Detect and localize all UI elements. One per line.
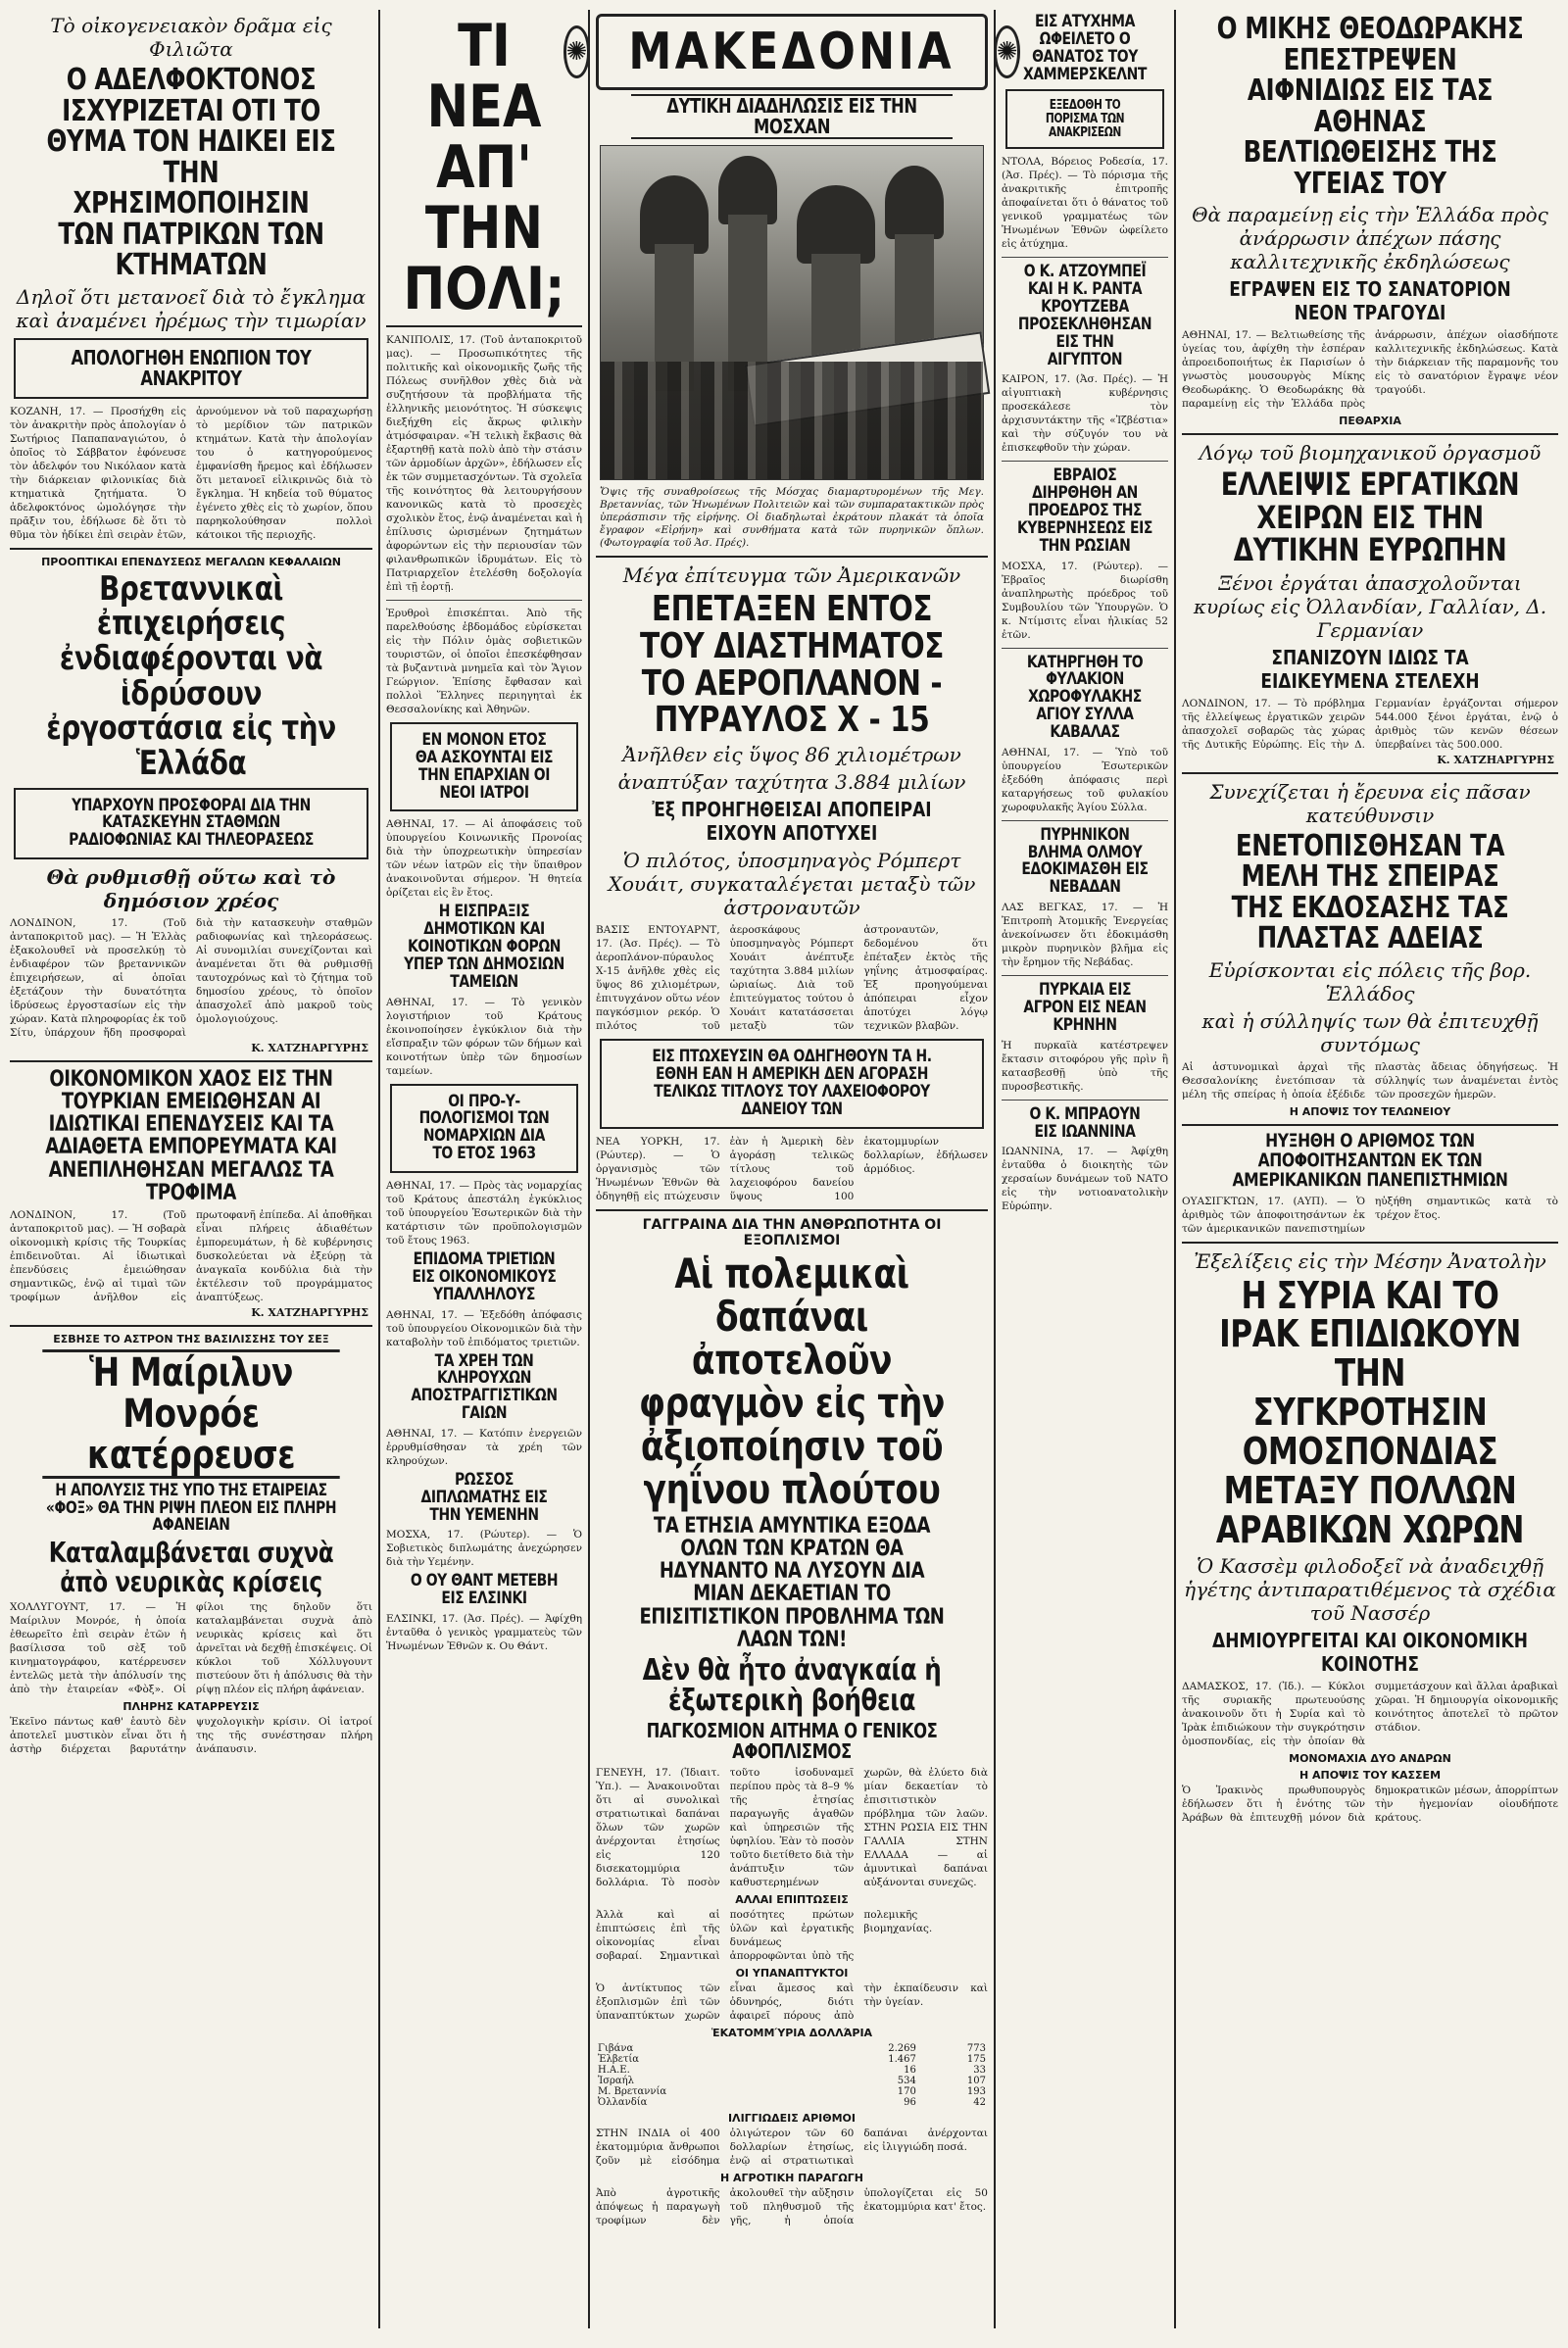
story-subheadline: Δὲν θὰ ἦτο ἀναγκαία ἡ ἐξωτερικὴ βοήθεια (642, 1652, 942, 1719)
byline: Κ. ΧΑΤΖΗΑΡΓΥΡΗΣ (1437, 753, 1554, 766)
story-body: ΟΥΑΣΙΓΚΤΩΝ, 17. (ΑΥΠ). — Ὁ ἀριθμὸς τῶν ἀποφοιτησάντων ἐκ τῶν ἀμερικανικῶν πανεπιστημίων ηὐξήθη σημαντικῶς κατὰ τὸ τρέχον ἔτος. (1182, 1195, 1558, 1235)
table-cell: 534 (897, 2075, 916, 2086)
brief-body: ΑΘΗΝΑΙ, 17. — Πρὸς τὰς νομαρχίας τοῦ Κράτους ἀπεστάλη ἐγκύκλιος τοῦ ὑπουργείου Ἐσωτερικῶν διὰ τὴν κατάρτισιν τῶν προϋπολογισμῶν τοῦ ἔτους 1963. (386, 1179, 582, 1247)
story-kicker: Τὸ οἰκογενειακὸν δρᾶμα εἰς Φιλιῶτα (50, 14, 332, 61)
story-box-title (600, 1039, 984, 1128)
story-subheadline: Δηλοῖ ὅτι μετανοεῖ διὰ τὸ ἔγκλημα καὶ ἀναμένει ἠρέμως τὴν τιμωρίαν (16, 284, 367, 332)
brief-headline: Ο ΟΥ ΘΑΝΤ ΜΕΤΕΒΗ ΕΙΣ ΕΛΣΙΝΚΙ (410, 1571, 559, 1609)
story-body: ΣΤΗΝ ΙΝΔΙΑ οἱ 400 ἑκατομμύρια ἄνθρωποι ζοῦν μὲ εἰσόδημα ὀλιγώτερον τῶν 60 δολλαρίων ἐτησίως, ἐνῷ αἱ στρατιωτικαὶ δαπάναι ἀνέρχονται εἰς ἰλιγγιώδη ποσά. (596, 2127, 988, 2167)
story-kicker: Λόγῳ τοῦ βιομηχανικοῦ ὀργασμοῦ (1199, 441, 1542, 465)
story-body: ΚΟΖΑΝΗ, 17. — Προσήχθη εἰς τὸν ἀνακριτὴν πρὸς ἀπολογίαν ὁ Σωτήριος Παπαπαναγιώτου, ὁ ὁποῖος τὸ Σάββατον ἐφόνευσε τὸν ἀδελφόν του Νικόλαον κατὰ τὴν διάρκειαν φιλονικίας διὰ κτηματικὰ ζητήματα. Ὁ ἀδελφοκτόνος ὡμολόγησε τὴν πρᾶξιν του, ἐδήλωσε δὲ ὅτι τὸ θῦμα τὸν ἠδίκει ἐπὶ σειρὰν ἐτῶν, ἀρνούμενον νὰ τοῦ παραχωρήσῃ τὸ μερίδιον τῶν πατρικῶν κτημάτων. Κατὰ τὴν ἀπολογίαν του ὁ κατηγορούμενος ἐμφανίσθη ἤρεμος καὶ ἐδήλωσεν ὅτι μετανοεῖ εἰλικρινῶς διὰ τὸ ἔγκλημα. Ἡ κηδεία τοῦ θύματος ἐγένετο χθὲς εἰς τὸ χωρίον, ὅπου παρηκολούθησαν πολλοὶ κάτοικοι τῆς περιοχῆς. (10, 405, 372, 541)
brief-body: Ἡ πυρκαϊὰ κατέστρεψεν ἔκτασιν σιτοφόρου γῆς πρὶν ἢ κατασβεσθῇ ὑπὸ τῆς πυροσβεστικῆς. (1002, 1039, 1168, 1093)
story-headline: Ο ΑΔΕΛΦΟΚΤΟΝΟΣ ΙΣΧΥΡΙΖΕΤΑΙ ΟΤΙ ΤΟ ΘΥΜΑ ΤΟΝ ΗΔΙΚΕΙ ΕΙΣ ΤΗΝ ΧΡΗΣΙΜΟΠΟΙΗΣΙΝ ΤΩΝ ΠΑΤΡΙΚΩΝ ΤΩΝ ΚΤΗΜΑΤΩΝ (46, 63, 336, 282)
section-subhead: ΜΟΝΟΜΑΧΙΑ ΔΥΟ ΑΝΔΡΩΝ (1289, 1751, 1451, 1765)
table-cell: 16 (904, 2064, 916, 2076)
data-table (596, 2043, 988, 2108)
brief-headline: Η ΕΙΣΠΡΑΞΙΣ ΔΗΜΟΤΙΚΩΝ ΚΑΙ ΚΟΙΝΟΤΙΚΩΝ ΦΟΡΩΝ ΥΠΕΡ ΤΩΝ ΔΗΜΟΣΙΩΝ ΤΑΜΕΙΩΝ (404, 902, 564, 992)
story-subheadline: Ξένοι ἐργάται ἀπασχολοῦνται κυρίως εἰς Ὀλλανδίαν, Γαλλίαν, Δ. Γερμανίαν (1193, 570, 1547, 642)
story-kicker: ΕΣΒΗΣΕ ΤΟ ΑΣΤΡΟΝ ΤΗΣ ΒΑΣΙΛΙΣΣΗΣ ΤΟΥ ΣΕΞ (53, 1332, 329, 1345)
story-subheadline: καὶ ἡ σύλληψίς των θὰ ἐπιτευχθῇ συντόμως (1201, 1008, 1539, 1056)
masthead (565, 14, 1018, 90)
story-body: Ὁ ἀντίκτυπος τῶν ἐξοπλισμῶν ἐπὶ τῶν ὑπαναπτύκτων χωρῶν εἶναι ἄμεσος καὶ ὀδυνηρός, διότι ἀφαιρεῖ πόρους ἀπὸ τὴν ἐκπαίδευσιν καὶ τὴν ὑγείαν. (596, 1981, 988, 2022)
news-photo (600, 145, 984, 480)
section-subhead: ΠΛΗΡΗΣ ΚΑΤΑΡΡΕΥΣΙΣ (122, 1700, 260, 1714)
brief-body: ΕΛΣΙΝΚΙ, 17. (Ἀσ. Πρές). — Ἀφίχθη ἐνταῦθα ὁ γενικὸς γραμματεὺς τῶν Ἡνωμένων Ἐθνῶν κ. Ου Θάντ. (386, 1613, 582, 1653)
story-body: ΛΟΝΔΙΝΟΝ, 17. (Τοῦ ἀνταποκριτοῦ μας). — Ἡ σοβαρὰ οἰκονομικὴ κρίσις τῆς Τουρκίας ἐπιδεινοῦται. Αἱ ἰδιωτικαὶ ἐπενδύσεις ἐμειώθησαν σημαντικῶς, ἐνῷ αἱ τιμαὶ τῶν τροφίμων ἀνῆλθον εἰς πρωτοφανῆ ἐπίπεδα. Αἱ ἀποθῆκαι εἶναι πλήρεις ἀδιαθέτων ἐμπορευμάτων, ἡ δὲ κυβέρνησις δυσκολεύεται νὰ ἐξεύρῃ τὰ ἀναγκαῖα κονδύλια διὰ τὴν ἐκτέλεσιν τοῦ προγράμματος ἀναπτύξεως. (10, 1208, 372, 1303)
table-cell: 2.269 (888, 2042, 916, 2054)
table-row (596, 2043, 988, 2054)
table-cell: 42 (973, 2096, 986, 2108)
story-headline: ΕΝΕΤΟΠΙΣΘΗΣΑΝ ΤΑ ΜΕΛΗ ΤΗΣ ΣΠΕΙΡΑΣ ΤΗΣ ΕΚΔΟΣΑΣΗΣ ΤΑΣ ΠΛΑΣΤΑΣ ΑΔΕΙΑΣ (1231, 828, 1509, 956)
section-subhead: ΠΕΘΑΡΧΙΑ (1339, 415, 1401, 427)
section-subhead: Η ΑΠΟΨΙΣ ΤΟΥ ΚΑΣΣΕΜ (1298, 1768, 1442, 1782)
story-subheadline: Ὁ Κασσὲμ φιλοδοξεῖ νὰ ἀναδειχθῇ ἡγέτης ἀντιπαρατιθέμενος τὰ σχέδια τοῦ Νασσέρ (1184, 1553, 1556, 1625)
story-headline: Ο ΜΙΚΗΣ ΘΕΟΔΩΡΑΚΗΣ ΕΠΕΣΤΡΕΨΕΝ ΑΙΦΝΙΔΙΩΣ ΕΙΣ ΤΑΣ ΑΘΗΝΑΣ ΒΕΛΤΙΩΘΕΙΣΗΣ ΤΗΣ ΥΓΕΙΑΣ ΤΟΥ (1216, 12, 1524, 201)
box-text: ΥΠΑΡΧΟΥΝ ΠΡΟΣΦΟΡΑΙ ΔΙΑ ΤΗΝ ΚΑΤΑΣΚΕΥΗΝ ΣΤΑΘΜΩΝ ΡΑΔΙΟΦΩΝΙΑΣ ΚΑΙ ΤΗΛΕΟΡΑΣΕΩΣ (69, 795, 314, 851)
story-kicker: Μέγα ἐπίτευγμα τῶν Ἀμερικανῶν (622, 563, 961, 587)
story-body: ΔΑΜΑΣΚΟΣ, 17. (Ἰδ.). — Κύκλοι τῆς συριακῆς πρωτευούσης ἀνακοινοῦν ὅτι ἡ Συρία καὶ τὸ Ἰρὰκ ἐπιδιώκουν τὴν συγκρότησιν ὁμοσπονδίας, εἰς τὴν ὁποίαν θὰ συμμετάσχουν καὶ ἄλλαι ἀραβικαὶ χῶραι. Ἡ δημιουργία οἰκονομικῆς κοινότητος ἀποτελεῖ τὸ πρῶτον στάδιον. (1182, 1680, 1558, 1747)
table-row (596, 2065, 988, 2076)
story-subheadline: ΔΗΜΙΟΥΡΓΕΙΤΑΙ ΚΑΙ ΟΙΚΟΝΟΜΙΚΗ ΚΟΙΝΟΤΗΣ (1212, 1628, 1528, 1676)
brief-headline: ΠΥΡΗΝΙΚΟΝ ΒΛΗΜΑ ΟΛΜΟΥ ΕΔΟΚΙΜΑΣΘΗ ΕΙΣ ΝΕΒΑΔΑΝ (1021, 824, 1149, 898)
table-cell: Ἐλβετία (598, 2053, 640, 2065)
story-body: ΚΑΝΙΠΟΛΙΣ, 17. (Τοῦ ἀνταποκριτοῦ μας). — Προσωπικότητες τῆς πολιτικῆς καὶ οἰκονομικῆς ζωῆς τῆς Πόλεως συνῆλθον χθὲς διὰ νὰ συζητήσουν τὰ προβλήματα τῆς ἑλληνικῆς μειονότητος. Ἡ σύσκεψις διεξήχθη εἰς ἄκρως φιλικὴν ἀτμόσφαιραν. «Ἡ τελικὴ ἔκβασις θὰ ἐξαρτηθῇ κατὰ πολὺ ἀπὸ τὴν στάσιν τῶν ἁρμοδίων ἀρχῶν», ἐδήλωσεν εἷς ἐκ τῶν συμμετασχόντων. Τὰ σχολεῖα τῆς κοινότητος θὰ λειτουργήσουν κανονικῶς κατὰ τὸ προσεχὲς σχολικὸν ἔτος, ἐνῷ ἀναμένεται καὶ ἡ ἐπίλυσις ὡρισμένων ζητημάτων ἀφορώντων εἰς τὴν περιουσίαν τῶν φιλανθρωπικῶν ἱδρυμάτων. Εἰς τὸ Πατριαρχεῖον ἐτελέσθη δοξολογία ἐπὶ τῇ ἑορτῇ. (386, 334, 582, 593)
brief-body: ΙΩΑΝΝΙΝΑ, 17. — Ἀφίχθη ἐνταῦθα ὁ διοικητὴς τῶν χερσαίων δυνάμεων τοῦ ΝΑΤΟ εἰς τὴν νοτιοανατολικὴν Εὐρώπην. (1002, 1146, 1168, 1213)
story-subheadline: ΤΑ ΕΤΗΣΙΑ ΑΜΥΝΤΙΚΑ ΕΞΟΔΑ ΟΛΩΝ ΤΩΝ ΚΡΑΤΩΝ ΘΑ ΗΔΥΝΑΝΤΟ ΝΑ ΛΥΣΟΥΝ ΔΙΑ ΜΙΑΝ ΔΕΚΑΕΤΙΑΝ ΤΟ ΕΠΙΣΙΤΙΣΤΙΚΟΝ ΠΡΟΒΛΗΜΑ ΤΩΝ ΛΑΩΝ ΤΩΝ! (639, 1514, 945, 1652)
brief-headline: ΕΝ ΜΟΝΟΝ ΕΤΟΣ ΘΑ ΑΣΚΟΥΝΤΑΙ ΕΙΣ ΤΗΝ ΕΠΑΡΧΙΑΝ ΟΙ ΝΕΟΙ ΙΑΤΡΟΙ (415, 730, 554, 803)
table-cell: 107 (966, 2075, 986, 2086)
sun-emblem-icon: ✺ (994, 25, 1021, 78)
story-headline: Ἡ Μαίριλυν Μονρόε κατέρρευσε (42, 1349, 339, 1479)
brief-headline: ΡΩΣΣΟΣ ΔΙΠΛΩΜΑΤΗΣ ΕΙΣ ΤΗΝ ΥΕΜΕΝΗΝ (420, 1469, 548, 1525)
story-subheadline: Θὰ παραμείνῃ εἰς τὴν Ἑλλάδα πρὸς ἀνάρρωσιν ἀπέχων πάσης καλλιτεχνικῆς ἐκδηλώσεως (1192, 203, 1548, 273)
brief-body: ΑΘΗΝΑΙ, 17. — Αἱ ἀποφάσεις τοῦ ὑπουργείου Κοινωνικῆς Προνοίας διὰ τὴν ὑποχρεωτικὴν ὑπηρεσίαν τῶν νέων ἰατρῶν εἰς τὴν ὕπαιθρον ἀνακοινοῦνται σήμερον. Ἡ θητεία ὁρίζεται εἰς ἓν ἔτος. (386, 818, 582, 900)
column-5 (1182, 10, 1558, 2328)
section-subhead: ΟΙ ΥΠΑΝΑΠΤΥΚΤΟΙ (735, 1966, 849, 1980)
story-body: ΝΕΑ ΥΟΡΚΗ, 17. (Ρώυτερ). — Ὁ ὀργανισμὸς τῶν Ἡνωμένων Ἐθνῶν θὰ ὁδηγηθῇ εἰς πτώχευσιν ἐὰν ἡ Ἀμερικὴ δὲν ἀγοράσῃ τελικῶς τίτλους τοῦ λαχειοφόρου δανείου ὕψους 100 ἑκατομμυρίων δολλαρίων, ἐδήλωσεν ἀρμόδιος. (596, 1135, 988, 1202)
story-subheadline: Καταλαμβάνεται συχνὰ ἀπὸ νευρικὰς κρίσεις (48, 1537, 334, 1598)
table-cell: 193 (966, 2085, 986, 2097)
story-body: ΒΑΣΙΣ ΕΝΤΟΥΑΡΝΤ, 17. (Ἀσ. Πρές). — Τὸ ἀεροπλάνον-πύραυλος Χ-15 ἀνῆλθε χθὲς εἰς ὕψος 86 χιλιομέτρων, ἐπιτυγχάνον οὕτω νέον παγκόσμιον ρεκόρ. Ὁ πιλότος τοῦ ἀεροσκάφους ὑποσμηναγὸς Ρόμπερτ Χουάιτ ἀνέπτυξε ταχύτητα 3.884 μιλίων ὡριαίως. Διὰ τοῦ ἐπιτεύγματος τούτου ὁ Χουάιτ κατατάσσεται μεταξὺ τῶν ἀστροναυτῶν, δεδομένου ὅτι ἐπέταξεν ἐκτὸς τῆς γηΐνης ἀτμοσφαίρας. Ἐξ προηγούμεναι ἀπόπειραι εἶχον ἀποτύχει λόγῳ τεχνικῶν βλαβῶν. (596, 924, 988, 1033)
story-body: ΑΘΗΝΑΙ, 17. — Βελτιωθείσης τῆς ὑγείας του, ἀφίχθη τὴν ἑσπέραν ἀπροειδοποιήτως ἐκ Παρισίων ὁ γνωστὸς μουσουργὸς Μίκης Θεοδωράκης. Ὁ Θεοδωράκης θὰ παραμείνῃ εἰς τὴν Ἑλλάδα πρὸς ἀνάρρωσιν, ἀπέχων οἱασδήποτε καλλιτεχνικῆς ἐκδηλώσεως. Κατὰ τὴν διάρκειαν τῆς παραμονῆς του εἰς τὸ σανατόριον ἔγραψε νέον τραγούδι. (1182, 329, 1558, 410)
story-subheadline: Ἀνῆλθεν εἰς ὕψος 86 χιλιομέτρων (622, 743, 961, 767)
story-subheadline: ΠΑΓΚΟΣΜΙΟΝ ΑΙΤΗΜΑ Ο ΓΕΝΙΚΟΣ ΑΦΟΠΛΙΣΜΟΣ (646, 1718, 938, 1763)
story-headline: ΕΠΕΤΑΞΕΝ ΕΝΤΟΣ ΤΟΥ ΔΙΑΣΤΗΜΑΤΟΣ ΤΟ ΑΕΡΟΠΛΑΝΟΝ - ΠΥΡΑΥΛΟΣ Χ - 15 (639, 589, 945, 741)
story-body: ΛΟΝΔΙΝΟΝ, 17. (Τοῦ ἀνταποκριτοῦ μας). — Ἡ Ἑλλὰς ἐξακολουθεῖ νὰ προσελκύῃ τὸ ἐνδιαφέρον τῶν βρεταννικῶν ἐπιχειρήσεων, αἱ ὁποῖαι ἐξετάζουν τὴν δυνατότητα ἱδρύσεως ἐργοστασίων εἰς τὴν χώραν. Κατὰ πληροφορίας ἐκ τοῦ Σίτυ, ὑπάρχουν ἤδη προσφοραὶ διὰ τὴν κατασκευὴν σταθμῶν ραδιοφωνίας καὶ τηλεοράσεως. Αἱ συνομιλίαι συνεχίζονται καὶ ἀναμένεται ὅτι θὰ ρυθμισθῇ ταυτοχρόνως καὶ τὸ ζήτημα τοῦ δημοσίου χρέους, τὸ ὁποῖον ἀπασχολεῖ ἀπὸ μακροῦ τοὺς ὁμολογιούχους. (10, 917, 372, 1040)
brief-body: ΝΤΟΛΑ, Βόρειος Ροδεσία, 17. (Ἀσ. Πρές). — Τὸ πόρισμα τῆς ἀνακριτικῆς ἐπιτροπῆς ἀποφαίνεται ὅτι ὁ θάνατος τοῦ γενικοῦ γραμματέως τῶν Ἡνωμένων Ἐθνῶν ὠφείλετο εἰς ἀτύχημα. (1002, 156, 1168, 251)
table-cell: Ἰσραήλ (598, 2075, 634, 2086)
brief-subheadline: ΕΞΕΔΟΘΗ ΤΟ ΠΟΡΙΣΜΑ ΤΩΝ ΑΝΑΚΡΙΣΕΩΝ (1045, 98, 1125, 140)
story-body: Ἀλλὰ καὶ αἱ ἐπιπτώσεις ἐπὶ τῆς οἰκονομίας εἶναι σοβαραί. Σημαντικαὶ ποσότητες πρώτων ὑλῶν καὶ ἐργατικῆς δυνάμεως ἀπορροφῶνται ὑπὸ τῆς πολεμικῆς βιομηχανίας. (596, 1908, 933, 1962)
story-subheadline: Θὰ ρυθμισθῇ οὕτω καὶ τὸ δημόσιον χρέος (46, 865, 336, 913)
story-headline: Βρεταννικαὶ ἐπιχειρήσεις ἐνδιαφέρονται νὰ ἱδρύσουν ἐργοστάσια εἰς τὴν Ἑλλάδα (46, 568, 336, 783)
story-body: Ἐρυθροὶ ἐπισκέπται. Ἀπὸ τῆς παρελθούσης ἑβδομάδος εὑρίσκεται εἰς τὴν Πόλιν ὁμὰς σοβιετικῶν τουριστῶν, οἱ ὁποῖοι ἐπεσκέφθησαν τὰ βυζαντινὰ μνημεῖα καὶ τὸν Ἅγιον Γεώργιον. Ἐπίσης ἔφθασαν καὶ πολλοὶ Ἕλληνες περιηγηταὶ ἐκ Θεσσαλονίκης καὶ Ἀθηνῶν. (386, 608, 582, 715)
sun-emblem-icon: ✺ (564, 25, 591, 78)
story-box-title (14, 338, 368, 399)
brief-body: ΜΟΣΧΑ, 17. (Ρώυτερ). — Ἐβραῖος διωρίσθη ἀναπληρωτὴς πρόεδρος τοῦ Συμβουλίου τῶν Ὑπουργῶν. Ὁ κ. Ντίμσιτς εἶναι ἡλικίας 52 ἐτῶν. (1002, 560, 1168, 641)
story-subheadline: Εὑρίσκονται εἰς πόλεις τῆς βορ. Ἑλλάδος (1208, 957, 1532, 1005)
story-body: ΛΟΝΔΙΝΟΝ, 17. — Τὸ πρόβλημα τῆς ἐλλείψεως ἐργατικῶν χειρῶν ἀπασχολεῖ σοβαρῶς τὰς χώρας τῆς Δυτικῆς Εὐρώπης. Εἰς τὴν Δ. Γερμανίαν ἐργάζονται σήμερον 544.000 ξένοι ἐργάται, ἐνῷ ὁ ἀριθμὸς τῶν κενῶν θέσεων ὑπερβαίνει τὰς 500.000. (1182, 697, 1558, 751)
table-cell: 96 (904, 2096, 916, 2108)
brief-body: ΛΑΣ ΒΕΓΚΑΣ, 17. — Ἡ Ἐπιτροπὴ Ἀτομικῆς Ἐνεργείας ἀνεκοίνωσεν ὅτι ἐδοκιμάσθη μικρὸν πυρηνικὸν βλῆμα εἰς τὴν ἔρημον τῆς Νεβάδας. (1002, 902, 1168, 969)
table-cell: 170 (897, 2085, 916, 2097)
story-body: Ἀπὸ ἀγροτικῆς ἀπόψεως ἡ παραγωγὴ τροφίμων δὲν ἀκολουθεῖ τὴν αὔξησιν τοῦ πληθυσμοῦ τῆς γῆς, ἡ ὁποία ὑπολογίζεται εἰς 50 ἑκατομμύρια κατ' ἔτος. (596, 2186, 988, 2226)
table-cell: 175 (966, 2053, 986, 2065)
brief-headline: ΕΙΣ ΑΤΥΧΗΜΑ ΩΦΕΙΛΕΤΟ Ο ΘΑΝΑΤΟΣ ΤΟΥ ΧΑΜΜΕΡΣΚΕΛΝΤ (1023, 12, 1147, 84)
story-headline: Η ΣΥΡΙΑ ΚΑΙ ΤΟ ΙΡΑΚ ΕΠΙΔΙΩΚΟΥΝ ΤΗΝ ΣΥΓΚΡΟΤΗΣΙΝ ΟΜΟΣΠΟΝΔΙΑΣ ΜΕΤΑΞΥ ΠΟΛΛΩΝ ΑΡΑΒΙΚΩΝ ΧΩΡΩΝ (1215, 1273, 1525, 1551)
story-kicker: Ἐξελίξεις εἰς τὴν Μέσην Ἀνατολὴν (1194, 1248, 1546, 1273)
table-cell: Μ. Βρεταννία (598, 2085, 667, 2097)
story-headline: ΗΥΞΗΘΗ Ο ΑΡΙΘΜΟΣ ΤΩΝ ΑΠΟΦΟΙΤΗΣΑΝΤΩΝ ΕΚ ΤΩΝ ΑΜΕΡΙΚΑΝΙΚΩΝ ΠΑΝΕΠΙΣΤΗΜΙΩΝ (1232, 1129, 1508, 1191)
photo-headline: ΔΥΤΙΚΗ ΔΙΑΔΗΛΩΣΙΣ ΕΙΣ ΤΗΝ ΜΟΣΧΑΝ (631, 94, 953, 139)
story-kicker: ΠΡΟΟΠΤΙΚΑΙ ΕΠΕΝΔΥΣΕΩΣ ΜΕΓΑΛΩΝ ΚΕΦΑΛΑΙΩΝ (41, 555, 341, 568)
story-kicker: Συνεχίζεται ἡ ἔρευνα εἰς πᾶσαν κατεύθυνσιν (1209, 779, 1531, 827)
column-4 (1002, 10, 1168, 2328)
section-subhead: ΑΛΛΑΙ ΕΠΙΠΤΩΣΕΙΣ (735, 1892, 849, 1906)
brief-headline: Ο Κ. ΑΤΖΟΥΜΠΕΪ ΚΑΙ Η Κ. ΡΑΝΤΑ ΚΡΟΥΤΖΕΒΑ ΠΡΟΣΕΚΛΗΘΗΣΑΝ ΕΙΣ ΤΗΝ ΑΙΓΥΠΤΟΝ (1017, 262, 1152, 369)
brief-body: ΜΟΣΧΑ, 17. (Ρώυτερ). — Ὁ Σοβιετικὸς διπλωμάτης ἀνεχώρησεν διὰ τὴν Υεμένην. (386, 1529, 582, 1569)
story-subheadline: Ἐξ ΠΡΟΗΓΗΘΕΙΣΑΙ ΑΠΟΠΕΙΡΑΙ ΕΙΧΟΥΝ ΑΠΟΤΥΧΕΙ (652, 798, 932, 846)
column-title: ΤΙ ΝΕΑ ΑΠ' ΤΗΝ ΠΟΛΙ; (403, 12, 565, 323)
story-subheadline: ΕΓΡΑΨΕΝ ΕΙΣ ΤΟ ΣΑΝΑΤΟΡΙΟΝ ΝΕΟΝ ΤΡΑΓΟΥΔΙ (1229, 277, 1511, 324)
table-cell: 1.467 (888, 2053, 916, 2065)
table-title: ἙΚΑΤΟΜΜΎΡΙΑ ΔΟΛΛΆΡΙΑ (710, 2026, 873, 2039)
brief-body: ΑΘΗΝΑΙ, 17. — Ἐξεδόθη ἀπόφασις τοῦ ὑπουργείου Οἰκονομικῶν διὰ τὴν καταβολὴν τοῦ ἐπιδόματος τριετιῶν. (386, 1308, 582, 1348)
brief-headline: ΟΙ ΠΡΟ-Υ-ΠΟΛΟΓΙΣΜΟΙ ΤΩΝ ΝΟΜΑΡΧΙΩΝ ΔΙΑ ΤΟ ΕΤΟΣ 1963 (418, 1091, 550, 1164)
story-body: Αἱ ἀστυνομικαὶ ἀρχαὶ τῆς Θεσσαλονίκης ἐνετόπισαν τὰ μέλη τῆς σπείρας ἡ ὁποία ἐξέδιδε πλαστὰς ἄδειας ὁδηγήσεως. Ἡ σύλληψίς των ἀναμένεται ἐντὸς τῶν προσεχῶν ἡμερῶν. (1182, 1060, 1558, 1101)
byline: Κ. ΧΑΤΖΗΑΡΓΥΡΗΣ (251, 1305, 368, 1319)
table-cell: Γιβάνα (598, 2042, 634, 2054)
column-3 (565, 10, 1018, 2328)
table-row (596, 2076, 988, 2086)
story-headline: Αἱ πολεμικαὶ δαπάναι ἀποτελοῦν φραγμὸν εἰς τὴν ἀξιοποίησιν τοῦ γηΐνου πλούτου (639, 1248, 945, 1514)
newspaper-page (10, 10, 1558, 2328)
story-subheadline: ἀναπτύξαν ταχύτητα 3.884 μιλίων (617, 770, 966, 795)
brief-headline: ΕΠΙΔΟΜΑ ΤΡΙΕΤΙΩΝ ΕΙΣ ΟΙΚΟΝΟΜΙΚΟΥΣ ΥΠΑΛΛΗΛΟΥΣ (412, 1248, 557, 1304)
story-body: ΓΕΝΕΥΗ, 17. (Ἰδιαιτ. Ὑπ.). — Ἀνακοινοῦται ὅτι αἱ συνολικαὶ στρατιωτικαὶ δαπάναι ὅλων τῶν χωρῶν ἀνέρχονται ἐτησίως εἰς 120 δισεκατομμύρια δολλάρια. Τὸ ποσὸν τοῦτο ἰσοδυναμεῖ περίπου πρὸς τὰ 8–9 % τῆς ἐτησίας παραγωγῆς ἀγαθῶν καὶ ὑπηρεσιῶν τῆς ὑφηλίου. Ἐὰν τὸ ποσὸν τοῦτο διετίθετο διὰ τὴν ἀνάπτυξιν τῶν καθυστερημένων χωρῶν, θὰ ἐλύετο διὰ μίαν δεκαετίαν τὸ ἐπισιτιστικὸν πρόβλημα τῶν λαῶν. ΣΤΗΝ ΡΩΣΙΑ ΕΙΣ ΤΗΝ ΓΑΛΛΙΑ ΣΤΗΝ ΕΛΛΑΔΑ — αἱ ἀμυντικαὶ δαπάναι αὐξάνονται συνεχῶς. (596, 1766, 988, 1888)
brief-body: ΑΘΗΝΑΙ, 17. — Ὑπὸ τοῦ ὑπουργείου Ἐσωτερικῶν ἐξεδόθη ἀπόφασις περὶ καταργήσεως τοῦ φυλακίου χωροφυλακῆς Ἁγίου Σύλλα. (1002, 746, 1168, 813)
brief-headline: ΠΥΡΚΑΙΑ ΕΙΣ ΑΓΡΟΝ ΕΙΣ ΝΕΑΝ ΚΡΗΝΗΝ (1023, 980, 1147, 1035)
story-body: Ἐκεῖνο πάντως καθ' ἑαυτὸ δὲν ἀποτελεῖ μυστικὸν εἶναι ὅτι ἡ ἀστὴρ διέρχεται βαρυτάτην ψυχολογικὴν κρίσιν. Οἱ ἰατροί της τῆς συνέστησαν πλήρη ἀνάπαυσιν. (10, 1716, 372, 1756)
brief-box (390, 722, 578, 811)
box-text: ΕΙΣ ΠΤΩΧΕΥΣΙΝ ΘΑ ΟΔΗΓΗΘΟΥΝ ΤΑ Η. ΕΘΝΗ ΕΑΝ Η ΑΜΕΡΙΚΗ ΔΕΝ ΑΓΟΡΑΣΗ ΤΕΛΙΚΩΣ ΤΙΤΛΟΥΣ ΤΟΥ ΛΑΧΕΙΟΦΟΡΟΥ ΔΑΝΕΙΟΥ ΤΩΝ (652, 1047, 932, 1119)
story-body: ΧΟΛΛΥΓΟΥΝΤ, 17. — Ἡ Μαίριλυν Μονρόε, ἡ ὁποία ἐθεωρεῖτο ἐπὶ σειρὰν ἐτῶν ἡ βασίλισσα τοῦ σὲξ τοῦ κινηματογράφου, κατέρρευσεν ἐντελῶς μετὰ τὴν ἀπόλυσίν της ἀπὸ τὴν ἑταιρείαν «Φὸξ». Οἱ φίλοι της δηλοῦν ὅτι καταλαμβάνεται συχνὰ ἀπὸ νευρικὰς κρίσεις καὶ ὅτι ἀρνεῖται νὰ δεχθῇ ἐπισκέψεις. Οἱ κύκλοι τοῦ Χόλλυγουντ πιστεύουν ὅτι ἡ ἀπόλυσις θὰ τὴν ρίψῃ πλέον εἰς πλήρη ἀφάνειαν. (10, 1601, 372, 1696)
section-subhead: Η ΑΠΟΨΙΣ ΤΟΥ ΤΕΛΩΝΕΙΟΥ (1289, 1104, 1451, 1118)
brief-headline: Ο Κ. ΜΠΡΑΟΥΝ ΕΙΣ ΙΩΑΝΝΙΝΑ (1029, 1103, 1141, 1142)
column-1 (10, 10, 372, 2328)
brief-body: ΑΘΗΝΑΙ, 17. — Τὸ γενικὸν λογιστήριον τοῦ Κράτους ἐκοινοποίησεν ἐγκύκλιον διὰ τὴν εἴσπραξιν τῶν φόρων τῶν δήμων καὶ κοινοτήτων ὑπὲρ τῶν δημοσίων ταμείων. (386, 996, 582, 1077)
table-row (596, 2097, 988, 2108)
byline: Κ. ΧΑΤΖΗΑΡΓΥΡΗΣ (251, 1042, 368, 1055)
brief-headline: ΤΑ ΧΡΕΗ ΤΩΝ ΚΛΗΡΟΥΧΩΝ ΑΠΟΣΤΡΑΓΓΙΣΤΙΚΩΝ ΓΑΙΩΝ (411, 1350, 558, 1424)
story-body: Ὁ Ἰρακινὸς πρωθυπουργὸς ἐδήλωσεν ὅτι ἡ ἑνότης τῶν Ἀράβων θὰ ἐπιτευχθῇ μόνον διὰ δημοκρατικῶν μέσων, ἀπορρίπτων τὴν ἡγεμονίαν οἱουδήποτε κράτους. (1182, 1784, 1558, 1824)
section-subhead: Η ΑΓΡΟΤΙΚΗ ΠΑΡΑΓΩΓΗ (720, 2171, 863, 2184)
table-row (596, 2086, 988, 2097)
table-row (596, 2054, 988, 2065)
brief-headline: ΚΑΤΗΡΓΗΘΗ ΤΟ ΦΥΛΑΚΙΟΝ ΧΩΡΟΦΥΛΑΚΗΣ ΑΓΙΟΥ ΣΥΛΛΑ ΚΑΒΑΛΑΣ (1026, 652, 1144, 742)
story-headline: ΟΙΚΟΝΟΜΙΚΟΝ ΧΑΟΣ ΕΙΣ ΤΗΝ ΤΟΥΡΚΙΑΝ ΕΜΕΙΩΘΗΣΑΝ ΑΙ ΙΔΙΩΤΙΚΑΙ ΕΠΕΝΔΥΣΕΙΣ ΚΑΙ ΤΑ ΑΔΙΑΘΕΤΑ ΕΜΠΟΡΕΥΜΑΤΑ ΚΑΙ ΑΝΕΠΙΛΗΘΗΣΑΝ ΜΕΓΑΛΩΣ ΤΑ ΤΡΟΦΙΜΑ (45, 1067, 337, 1205)
story-subheadline: ΣΠΑΝΙΖΟΥΝ ΙΔΙΩΣ ΤΑ ΕΙΔΙΚΕΥΜΕΝΑ ΣΤΕΛΕΧΗ (1260, 645, 1480, 693)
brief-box (390, 1084, 578, 1173)
section-subhead: ΙΛΙΓΓΙΩΔΕΙΣ ΑΡΙΘΜΟΙ (727, 2111, 857, 2125)
brief-body: ΚΑΙΡΟΝ, 17. (Ἀσ. Πρές). — Ἡ αἰγυπτιακὴ κυβέρνησις προσεκάλεσε τὸν ἀρχισυντάκτην τῆς «Ἰζβέστια» καὶ τὴν σύζυγόν του νὰ ἐπισκεφθοῦν τὴν χώραν. (1002, 373, 1168, 455)
table-cell: Η.Α.Ε. (598, 2064, 630, 2076)
story-box-title (14, 788, 368, 860)
table-cell: 33 (973, 2064, 986, 2076)
table-cell: Ὀλλανδία (598, 2096, 648, 2108)
photo-caption: Ὄψις τῆς συναθροίσεως τῆς Μόσχας διαμαρτυρομένων τῆς Μεγ. Βρεταννίας, τῶν Ἡνωμένων Πολιτειῶν καὶ τῶν συμπαρατακτικῶν πρὸς ὑπεράσπισιν τῆς εἰρήνης. Οἱ διαδηλωταὶ ἐκράτουν πλακάτ τὰ ὁποῖα ἔγραφον «Εἰρήνη» καὶ συνθήματα κατὰ τῶν πυρηνικῶν ὅπλων. (Φωτογραφία τοῦ Ἀσ. Πρές). (600, 486, 984, 549)
story-kicker: ΓΑΓΓΡΑΙΝΑ ΔΙΑ ΤΗΝ ΑΝΘΡΩΠΟΤΗΤΑ ΟΙ ΕΞΟΠΛΙΣΜΟΙ (642, 1216, 942, 1248)
story-subheadline: Η ΑΠΟΛΥΣΙΣ ΤΗΣ ΥΠΟ ΤΗΣ ΕΤΑΙΡΕΙΑΣ «ΦΟΞ» ΘΑ ΤΗΝ ΡΙΨΗ ΠΛΕΟΝ ΕΙΣ ΠΛΗΡΗ ΑΦΑΝΕΙΑΝ (45, 1480, 337, 1536)
brief-headline: ΕΒΡΑΙΟΣ ΔΙΗΡΘΗΘΗ ΑΝ ΠΡΟΕΔΡΟΣ ΤΗΣ ΚΥΒΕΡΝΗΣΕΩΣ ΕΙΣ ΤΗΝ ΡΩΣΙΑΝ (1017, 465, 1152, 556)
table-cell: 773 (966, 2042, 986, 2054)
story-headline: ΕΛΛΕΙΨΙΣ ΕΡΓΑΤΙΚΩΝ ΧΕΙΡΩΝ ΕΙΣ ΤΗΝ ΔΥΤΙΚΗΝ ΕΥΡΩΠΗΝ (1220, 465, 1520, 569)
masthead-title: ΜΑΚΕΔΟΝΙΑ (628, 23, 956, 81)
story-subheadline: Ὁ πιλότος, ὑποσμηναγὸς Ρόμπερτ Χουάιτ, συγκαταλέγεται μεταξὺ τῶν ἀστροναυτῶν (608, 849, 976, 920)
brief-body: ΑΘΗΝΑΙ, 17. — Κατόπιν ἐνεργειῶν ἐρρυθμίσθησαν τὰ χρέη τῶν κληρούχων. (386, 1427, 582, 1467)
box-text: ΑΠΟΛΟΓΗΘΗ ΕΝΩΠΙΟΝ ΤΟΥ ΑΝΑΚΡΙΤΟΥ (71, 345, 312, 390)
column-2 (386, 10, 582, 2328)
brief-box (1005, 89, 1164, 149)
